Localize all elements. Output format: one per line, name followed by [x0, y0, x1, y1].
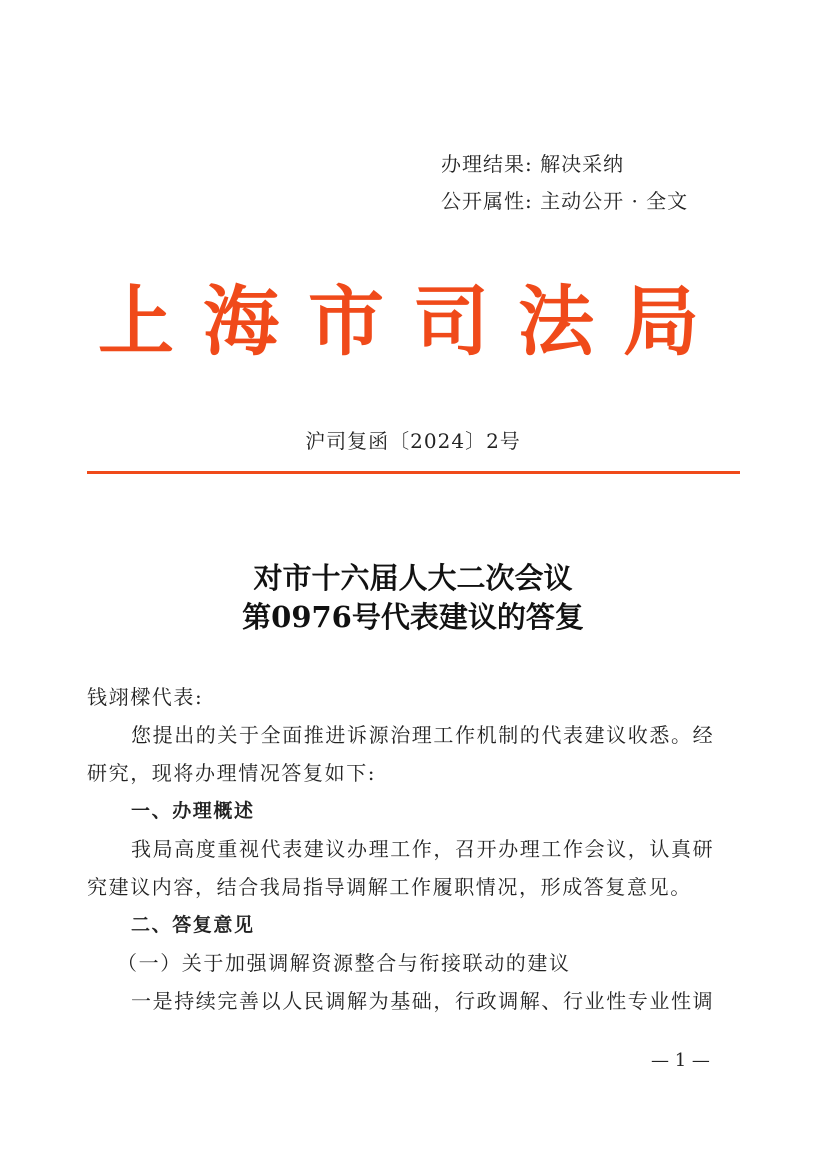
disclosure-attribute-value: 主动公开 · 全文	[540, 189, 689, 213]
disclosure-attribute-label: 公开属性:	[441, 189, 533, 213]
disclosure-attribute	[441, 187, 688, 215]
processing-result-label: 办理结果:	[441, 152, 533, 176]
processing-result-value: 解决采纳	[540, 152, 625, 176]
subsection-1-line-1: 一是持续完善以人民调解为基础，行政调解、行业性专业性调	[131, 989, 715, 1013]
subsection-1-heading: （一）关于加强调解资源整合与衔接联动的建议	[117, 951, 571, 975]
section-1-line-2: 究建议内容，结合我局指导调解工作履职情况，形成答复意见。	[87, 875, 692, 899]
document-number: 沪司复函〔2024〕2号	[305, 429, 521, 453]
intro-line-2: 研究，现将办理情况答复如下:	[87, 761, 377, 785]
section-1-line-1: 我局高度重视代表建议办理工作，召开办理工作会议，认真研	[131, 837, 715, 861]
document-title-line-1: 对市十六届人大二次会议	[253, 561, 573, 595]
issuing-organization: 上海市司法局	[98, 277, 728, 366]
salutation: 钱翊樑代表:	[87, 685, 204, 709]
header-divider	[87, 471, 740, 474]
section-2-heading: 二、答复意见	[131, 914, 255, 936]
document-title-line-2: 第0976号代表建议的答复	[242, 600, 584, 634]
page-number: — 1 —	[651, 1050, 710, 1071]
section-1-heading: 一、办理概述	[131, 800, 255, 822]
document-body	[87, 678, 740, 1020]
processing-result	[441, 150, 624, 178]
intro-line-1: 您提出的关于全面推进诉源治理工作机制的代表建议收悉。经	[131, 723, 715, 747]
